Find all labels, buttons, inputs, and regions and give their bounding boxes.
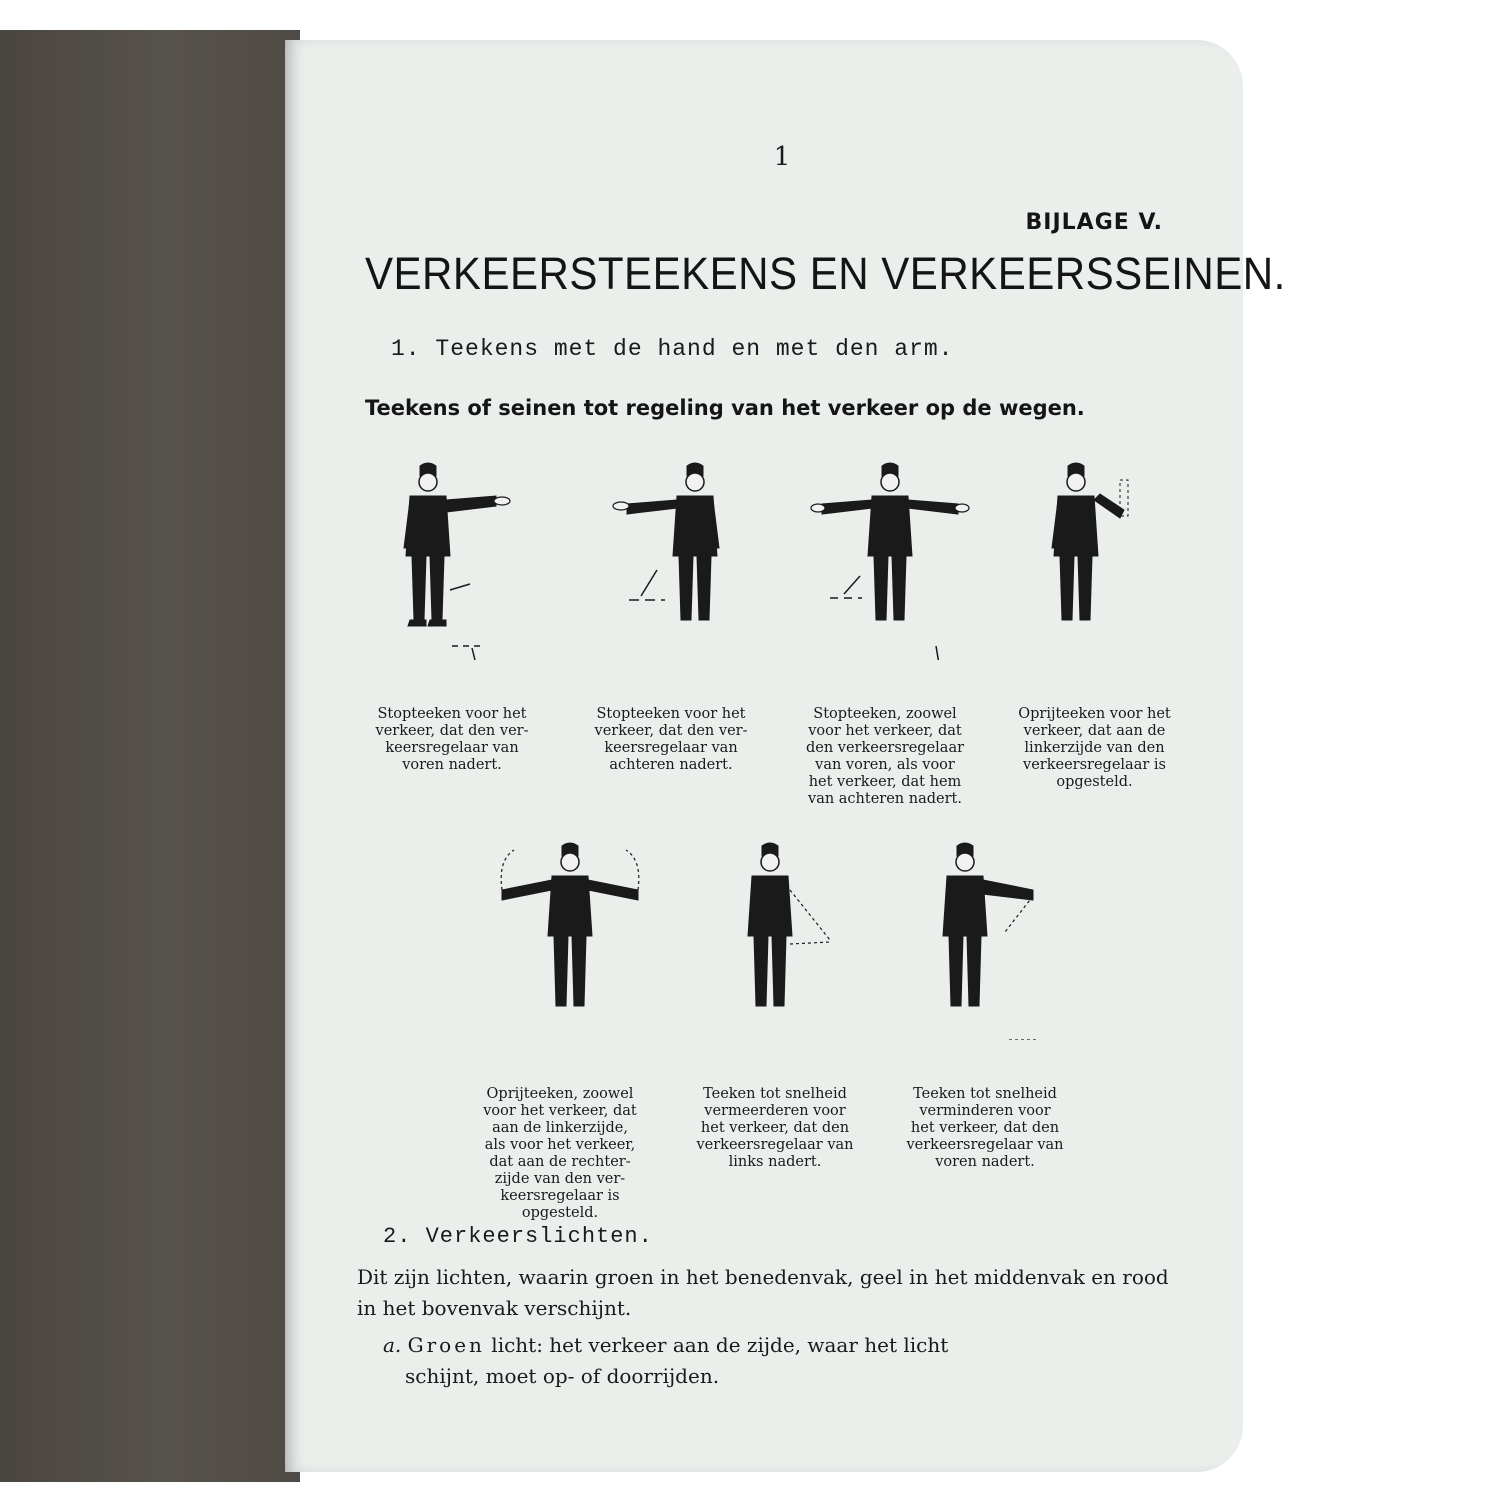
caption-3: Stopteeken, zoowel voor het verkeer, dat den verkeersregelaar van voren, als voor het verkeer, dat hem van achteren nadert.: [805, 706, 965, 807]
booklet-cover: [0, 30, 300, 1482]
officer-figure-6: [720, 840, 860, 1020]
item-label: a.: [383, 1333, 402, 1357]
item-text-1: licht: het verkeer aan de zijde, waar het licht: [491, 1333, 949, 1357]
item-term: Groen: [407, 1333, 485, 1357]
officer-figure-4: [1030, 460, 1170, 660]
section-2-heading: 2. Verkeerslichten.: [383, 1224, 653, 1249]
officer-figure-2: [605, 460, 755, 660]
booklet-page: [285, 40, 1286, 1472]
caption-5: Oprijteeken, zoowel voor het verkeer, dat aan de linkerzijde, als voor het verkeer, dat aan de rechter- zijde van den ver- keersregelaar is opgesteld.: [483, 1086, 637, 1221]
officer-figure-7: [935, 840, 1075, 1040]
caption-6: Teeken tot snelheid vermeerderen voor het verkeer, dat den verkeersregelaar van links nadert.: [696, 1086, 854, 1170]
caption-2: Stopteeken voor het verkeer, dat den ver- keersregelaar van achteren nadert.: [594, 706, 748, 773]
section-1-heading: 1. Teekens met de hand en met den arm.: [391, 336, 954, 362]
officer-figure-1: [380, 460, 530, 660]
page-number: 1: [773, 142, 791, 172]
item-text-2: schijnt, moet op- of doorrijden.: [405, 1364, 720, 1388]
caption-1: Stopteeken voor het verkeer, dat den ver- keersregelaar van voren nadert.: [375, 706, 529, 773]
page-title: VERKEERSTEEKENS EN VERKEERSSEINEN.: [365, 248, 1286, 299]
section-2-body: Dit zijn lichten, waarin groen in het benedenvak, geel in het middenvak en rood in het bovenvak verschijnt.: [357, 1265, 1169, 1320]
annex-label: BIJLAGE V.: [1025, 210, 1163, 235]
section-subtitle: Teekens of seinen tot regeling van het verkeer op de wegen.: [365, 396, 1085, 420]
caption-4: Oprijteeken voor het verkeer, dat aan de linkerzijde van den verkeersregelaar is opgesteld.: [1018, 706, 1171, 790]
officer-figure-5: [490, 840, 655, 1020]
list-item-a: [383, 1330, 1183, 1392]
officer-figure-3: [810, 460, 975, 660]
caption-7: Teeken tot snelheid verminderen voor het verkeer, dat den verkeersregelaar van voren nadert.: [906, 1086, 1064, 1170]
